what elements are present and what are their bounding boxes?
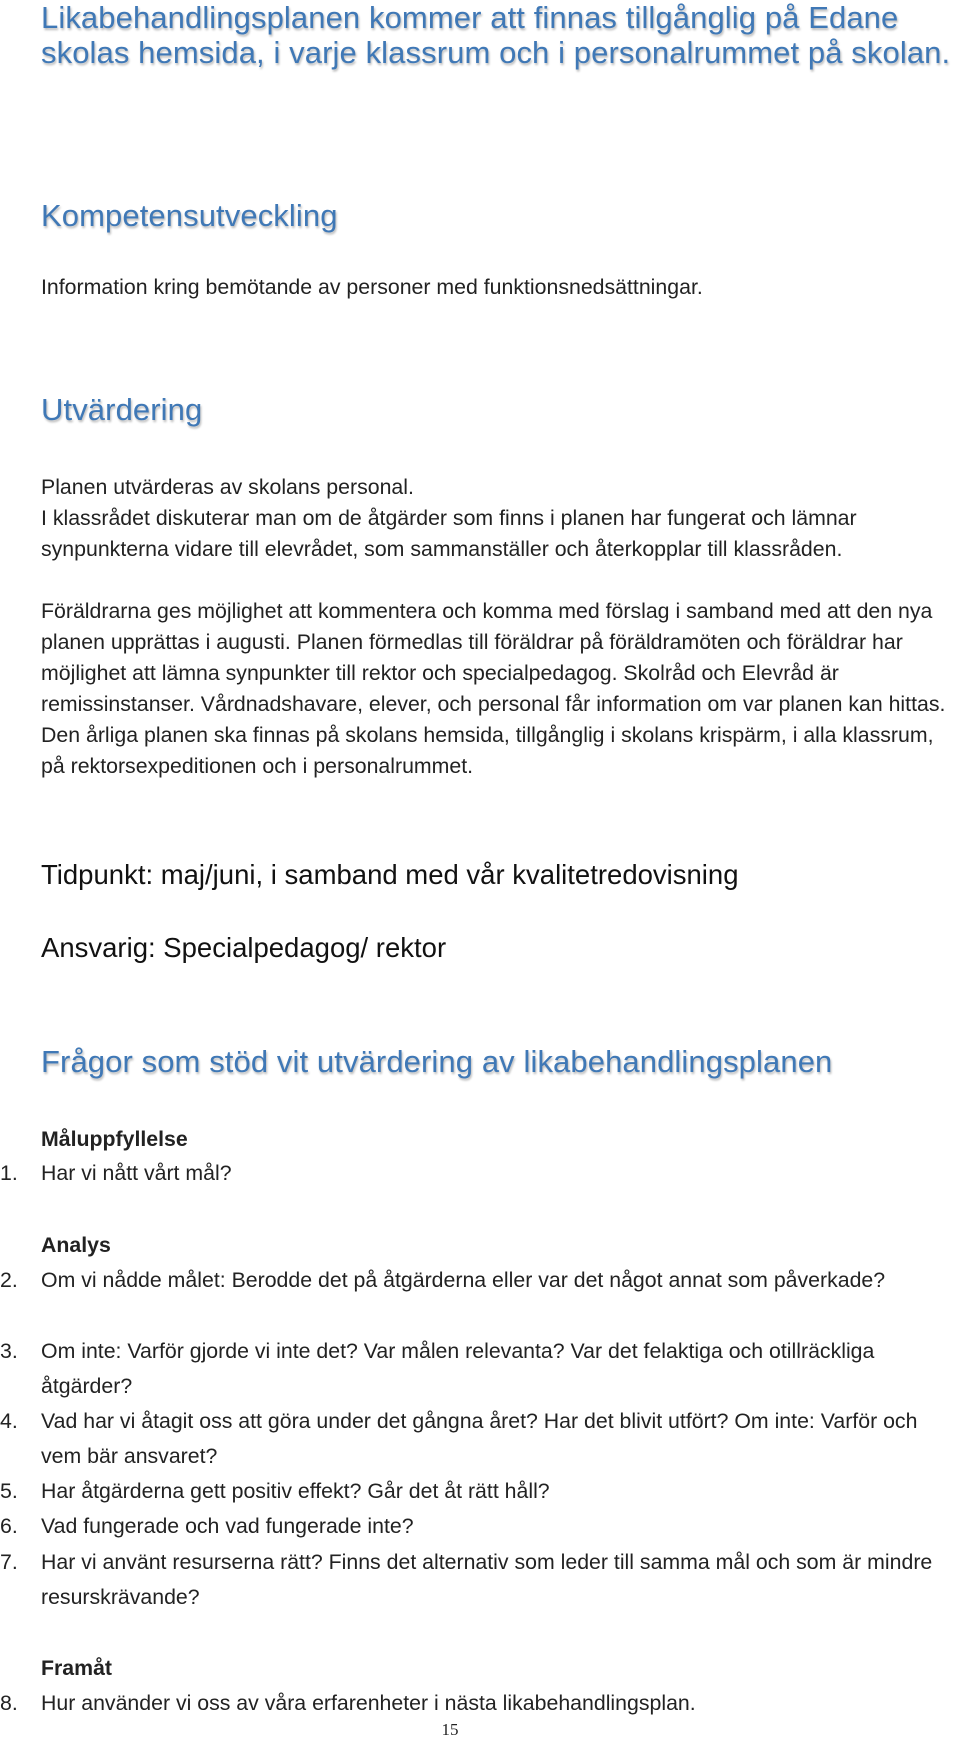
question-text: Om inte: Varför gjorde vi inte det? Var målen relevanta? Var det felaktiga och otillräckliga åtgärder? — [41, 1339, 875, 1398]
utvardering-paragraph-3: Föräldrarna ges möjlighet att kommentera och komma med förslag i samband med att den nya planen upprättas i augusti. Planen förmedlas till föräldrar på föräldramöten och föräldrar har möjlighet att lämna synpunkter till rektor och specialpedagog. Skolråd och Elevråd är remissinstanser. Vårdnadshavare, elever, och personal får information om var planen kan hittas. Den årliga planen ska finnas på skolans hemsida, tillgånglig i skolans krispärm, i alla klassrum, på rektorsexpeditionen och i personalrummet. — [41, 599, 946, 778]
question-item — [0, 1686, 956, 1721]
ansvarig-text: Ansvarig: Specialpedagog/ rektor — [41, 932, 447, 963]
question-item — [0, 1474, 956, 1509]
question-number: 7. — [0, 1550, 18, 1574]
question-item — [0, 1545, 956, 1615]
question-number: 5. — [0, 1479, 18, 1503]
question-text: Har åtgärderna gett positiv effekt? Går det åt rätt håll? — [41, 1479, 550, 1503]
question-text: Har vi använt resurserna rätt? Finns det alternativ som leder till samma mål och som är mindre resurskrävande? — [41, 1550, 933, 1609]
question-item — [0, 1404, 956, 1474]
intro-line-1: Likabehandlingsplanen kommer att finnas tillgånglig på Edane — [41, 0, 899, 35]
kompetens-text: Information kring bemötande av personer med funktionsnedsättningar. — [41, 275, 703, 299]
question-number: 1. — [0, 1161, 18, 1185]
utvardering-heading: Utvärdering — [41, 392, 203, 427]
question-text: Hur använder vi oss av våra erfarenheter i nästa likabehandlingsplan. — [41, 1691, 696, 1715]
question-number: 3. — [0, 1339, 18, 1363]
question-item — [0, 1263, 956, 1298]
section-title-framat: Framåt — [41, 1656, 113, 1680]
section-title-maluppfyllelse: Måluppfyllelse — [41, 1127, 188, 1151]
question-text: Har vi nått vårt mål? — [41, 1161, 232, 1185]
question-text: Vad fungerade och vad fungerade inte? — [41, 1514, 414, 1538]
intro-heading — [41, 0, 956, 70]
utvardering-paragraph-2: I klassrådet diskuterar man om de åtgärder som finns i planen har fungerat och lämnar synpunkterna vidare till elevrådet, som sammanställer och återkopplar till klassråden. — [41, 506, 857, 561]
fragor-heading: Frågor som stöd vit utvärdering av likabehandlingsplanen — [41, 1044, 833, 1079]
intro-line-2: skolas hemsida, i varje klassrum och i personalrummet på skolan. — [41, 35, 951, 70]
question-number: 2. — [0, 1268, 18, 1292]
page-number: 15 — [441, 1720, 459, 1739]
utvardering-paragraph-1: Planen utvärderas av skolans personal. — [41, 475, 414, 499]
question-item — [0, 1156, 956, 1191]
question-number: 6. — [0, 1514, 18, 1538]
tidpunkt-text: Tidpunkt: maj/juni, i samband med vår kvalitetredovisning — [41, 859, 739, 890]
question-text: Om vi nådde målet: Berodde det på åtgärderna eller var det något annat som påverkade? — [41, 1268, 886, 1292]
question-number: 8. — [0, 1691, 18, 1715]
section-title-analys: Analys — [41, 1233, 111, 1257]
question-item — [0, 1334, 956, 1404]
question-item — [0, 1509, 956, 1544]
question-text: Vad har vi åtagit oss att göra under det gångna året? Har det blivit utfört? Om inte: Varför och vem bär ansvaret? — [41, 1409, 918, 1468]
question-number: 4. — [0, 1409, 18, 1433]
kompetens-heading: Kompetensutveckling — [41, 198, 338, 233]
